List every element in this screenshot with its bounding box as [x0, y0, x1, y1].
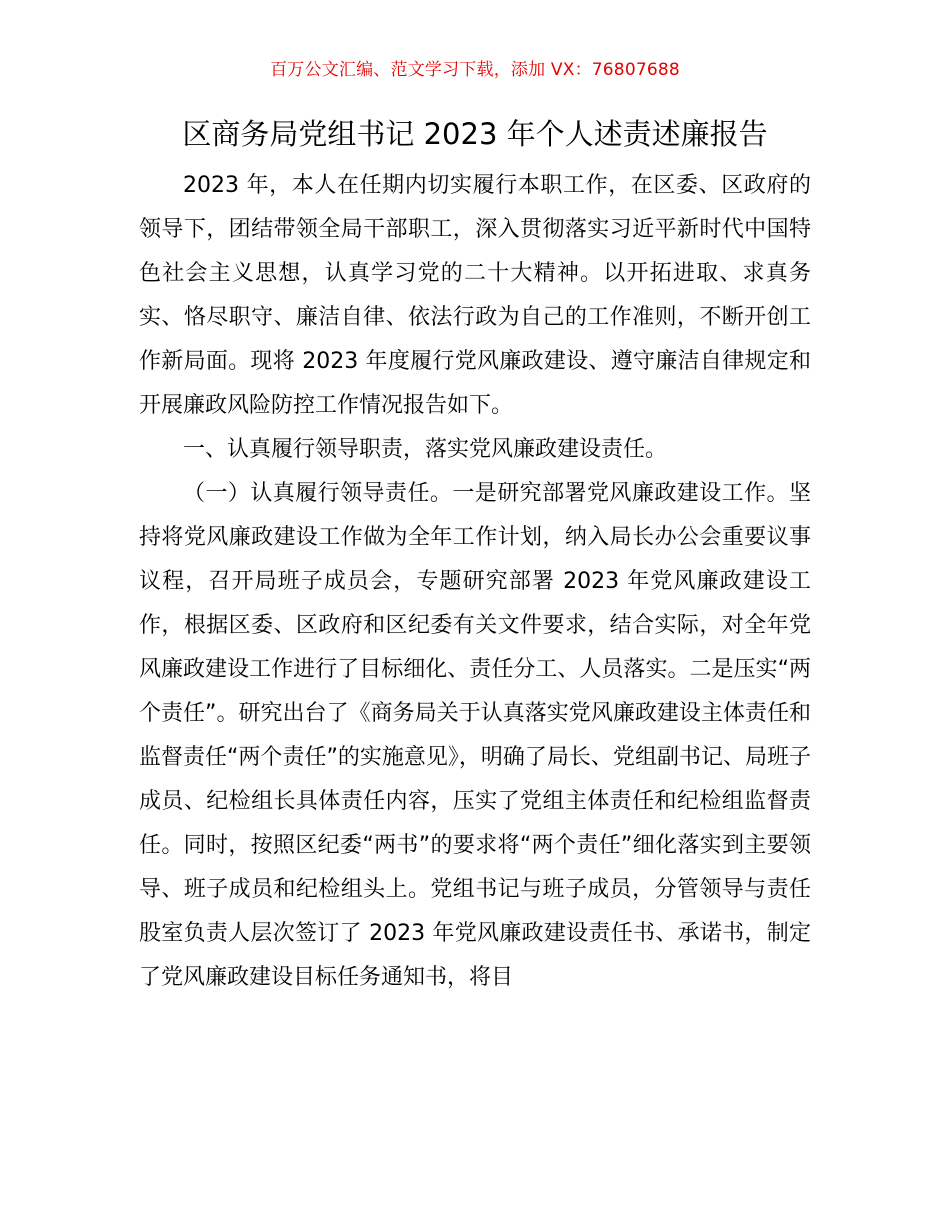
- intro-paragraph: 2023 年，本人在任期内切实履行本职工作，在区委、区政府的领导下，团结带领全局干部职工，深入贯彻落实习近平新时代中国特色社会主义思想，认真学习党的二十大精神。以开拓进取、求真务实、恪尽职守、廉洁自律、依法行政为自己的工作准则，不断开创工作新局面。现将 2023 年度履行党风廉政建设、遵守廉洁自律规定和开展廉政风险防控工作情况报告如下。: [139, 173, 811, 418]
- document-body: [139, 164, 811, 1000]
- promo-banner: 百万公文汇编、范文学习下载，添加 VX：76807688: [270, 60, 680, 80]
- document-title: 区商务局党组书记 2023 年个人述责述廉报告: [182, 117, 768, 151]
- section-heading: 一、认真履行领导职责，落实党风廉政建设责任。: [183, 437, 668, 462]
- body-paragraph: （一）认真履行领导责任。一是研究部署党风廉政建设工作。坚持将党风廉政建设工作做为全年工作计划，纳入局长办公会重要议事议程，召开局班子成员会，专题研究部署 2023 年党风廉政建设工作，根据区委、区政府和区纪委有关文件要求，结合实际，对全年党风廉政建设工作进行了目标细化、责任分工、人员落实。二是压实“两个责任”。研究出台了《商务局关于认真落实党风廉政建设主体责任和监督责任“两个责任”的实施意见》，明确了局长、党组副书记、局班子成员、纪检组长具体责任内容，压实了党组主体责任和纪检组监督责任。同时，按照区纪委“两书”的要求将“两个责任”细化落实到主要领导、班子成员和纪检组头上。党组书记与班子成员，分管领导与责任股室负责人层次签订了 2023 年党风廉政建设责任书、承诺书，制定了党风廉政建设目标任务通知书，将目: [139, 481, 811, 990]
